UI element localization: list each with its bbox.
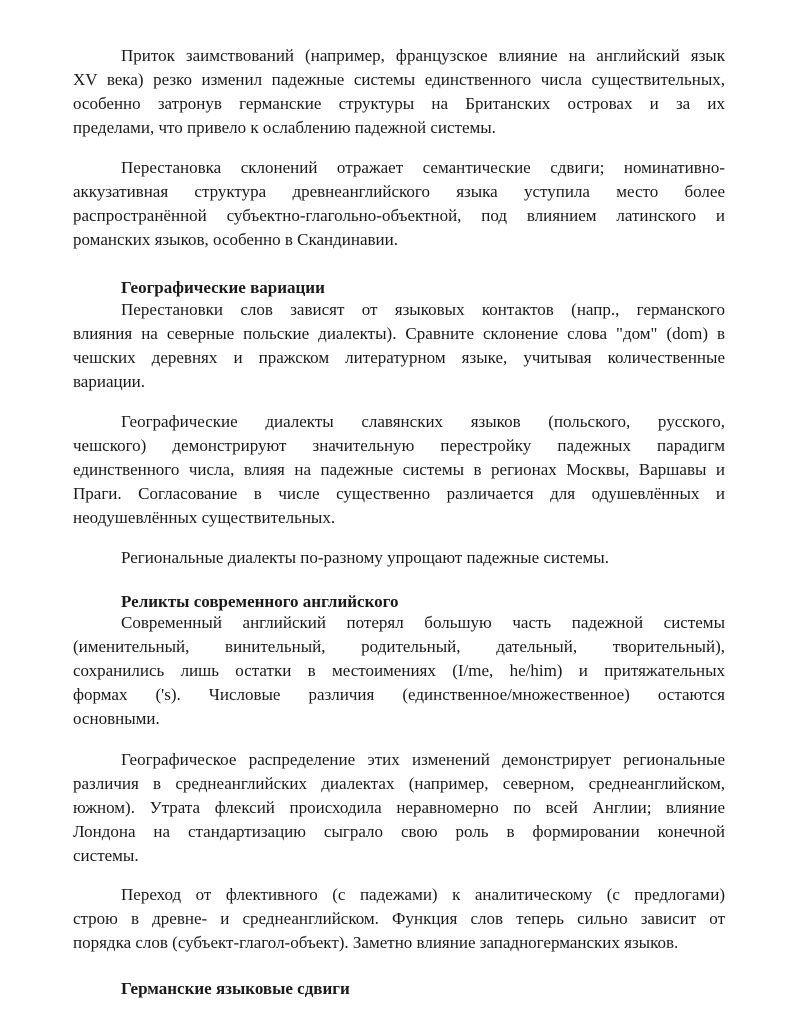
section-heading: Реликты современного английского	[121, 592, 399, 611]
text-line: системы.	[73, 846, 139, 865]
text-line: неодушевлённых существительных.	[73, 508, 336, 527]
section-heading: Географические вариации	[121, 278, 325, 297]
text-line: Приток заимствований (например, французское влияние на английский язык	[121, 46, 725, 65]
paragraph-geographic-distribution	[73, 748, 725, 868]
text-line: вариации.	[73, 372, 146, 391]
text-line: Переход от флективного (с падежами) к аналитическому (с предлогами)	[121, 885, 725, 904]
section-heading: Германские языковые сдвиги	[121, 979, 350, 998]
text-line: (именительный, винительный, родительный, дательный, творительный),	[73, 637, 725, 656]
text-line: XV века) резко изменил падежные системы единственного числа существительных,	[73, 70, 725, 89]
text-line: Праги. Согласование в числе существенно различается для одушевлённых и	[73, 484, 725, 503]
text-line: аккузативная структура древнеанглийского языка уступила место более	[73, 182, 725, 201]
text-line: особенно затронув германские структуры на Британских островах и за их	[73, 94, 725, 113]
text-line: различия в среднеанглийских диалектах (например, северном, среднеанглийском,	[73, 774, 725, 793]
text-line: южном). Утрата флексий происходила неравномерно по всей Англии; влияние	[73, 798, 725, 817]
text-line: сохранились лишь остатки в местоимениях (I/me, he/him) и притяжательных	[73, 661, 725, 680]
text-line: распространённой субъектно-глагольно-объектной, под влиянием латинского и	[73, 206, 725, 225]
text-line: романских языков, особенно в Скандинавии.	[73, 230, 399, 249]
text-line: основными.	[73, 709, 160, 728]
text-line: строю в древне- и среднеанглийском. Функция слов теперь сильно зависит от	[73, 909, 725, 928]
paragraph-word-order-contacts	[73, 298, 725, 394]
text-line: порядка слов (субъект-глагол-объект). Заметно влияние западногерманских языков.	[73, 933, 679, 952]
paragraph-regional-dialects	[73, 546, 725, 570]
text-line: Перестановка склонений отражает семантические сдвиги; номинативно-	[121, 158, 725, 177]
section-heading-geographic-variations	[73, 276, 725, 300]
text-line: Лондона на стандартизацию сыграло свою роль в формировании конечной	[73, 822, 725, 841]
text-line: пределами, что привело к ослаблению падежной системы.	[73, 118, 496, 137]
paragraph-declension-shift	[73, 156, 725, 252]
text-line: Географические диалекты славянских языков (польского, русского,	[121, 412, 725, 431]
text-line: Перестановки слов зависят от языковых контактов (напр., германского	[121, 300, 725, 319]
section-heading-germanic-shifts	[73, 977, 725, 1001]
paragraph-slavic-dialects	[73, 410, 725, 530]
text-line: влияния на северные польские диалекты). Сравните склонение слова "дом" (dom) в	[73, 324, 725, 343]
text-line: чешского) демонстрируют значительную перестройку падежных парадигм	[73, 436, 725, 455]
text-line: формах ('s). Числовые различия (единственное/множественное) остаются	[73, 685, 725, 704]
text-line: чешских деревнях и пражском литературном языке, учитывая количественные	[73, 348, 725, 367]
paragraph-loanword-influx	[73, 44, 725, 140]
text-line: Современный английский потерял большую часть падежной системы	[121, 613, 725, 632]
text-line: единственного числа, влияя на падежные системы в регионах Москвы, Варшавы и	[73, 460, 725, 479]
text-line: Региональные диалекты по-разному упрощают падежные системы.	[121, 548, 609, 567]
paragraph-analytic-transition	[73, 883, 725, 955]
paragraph-modern-english-cases	[73, 611, 725, 731]
text-line: Географическое распределение этих изменений демонстрирует региональные	[121, 750, 725, 769]
